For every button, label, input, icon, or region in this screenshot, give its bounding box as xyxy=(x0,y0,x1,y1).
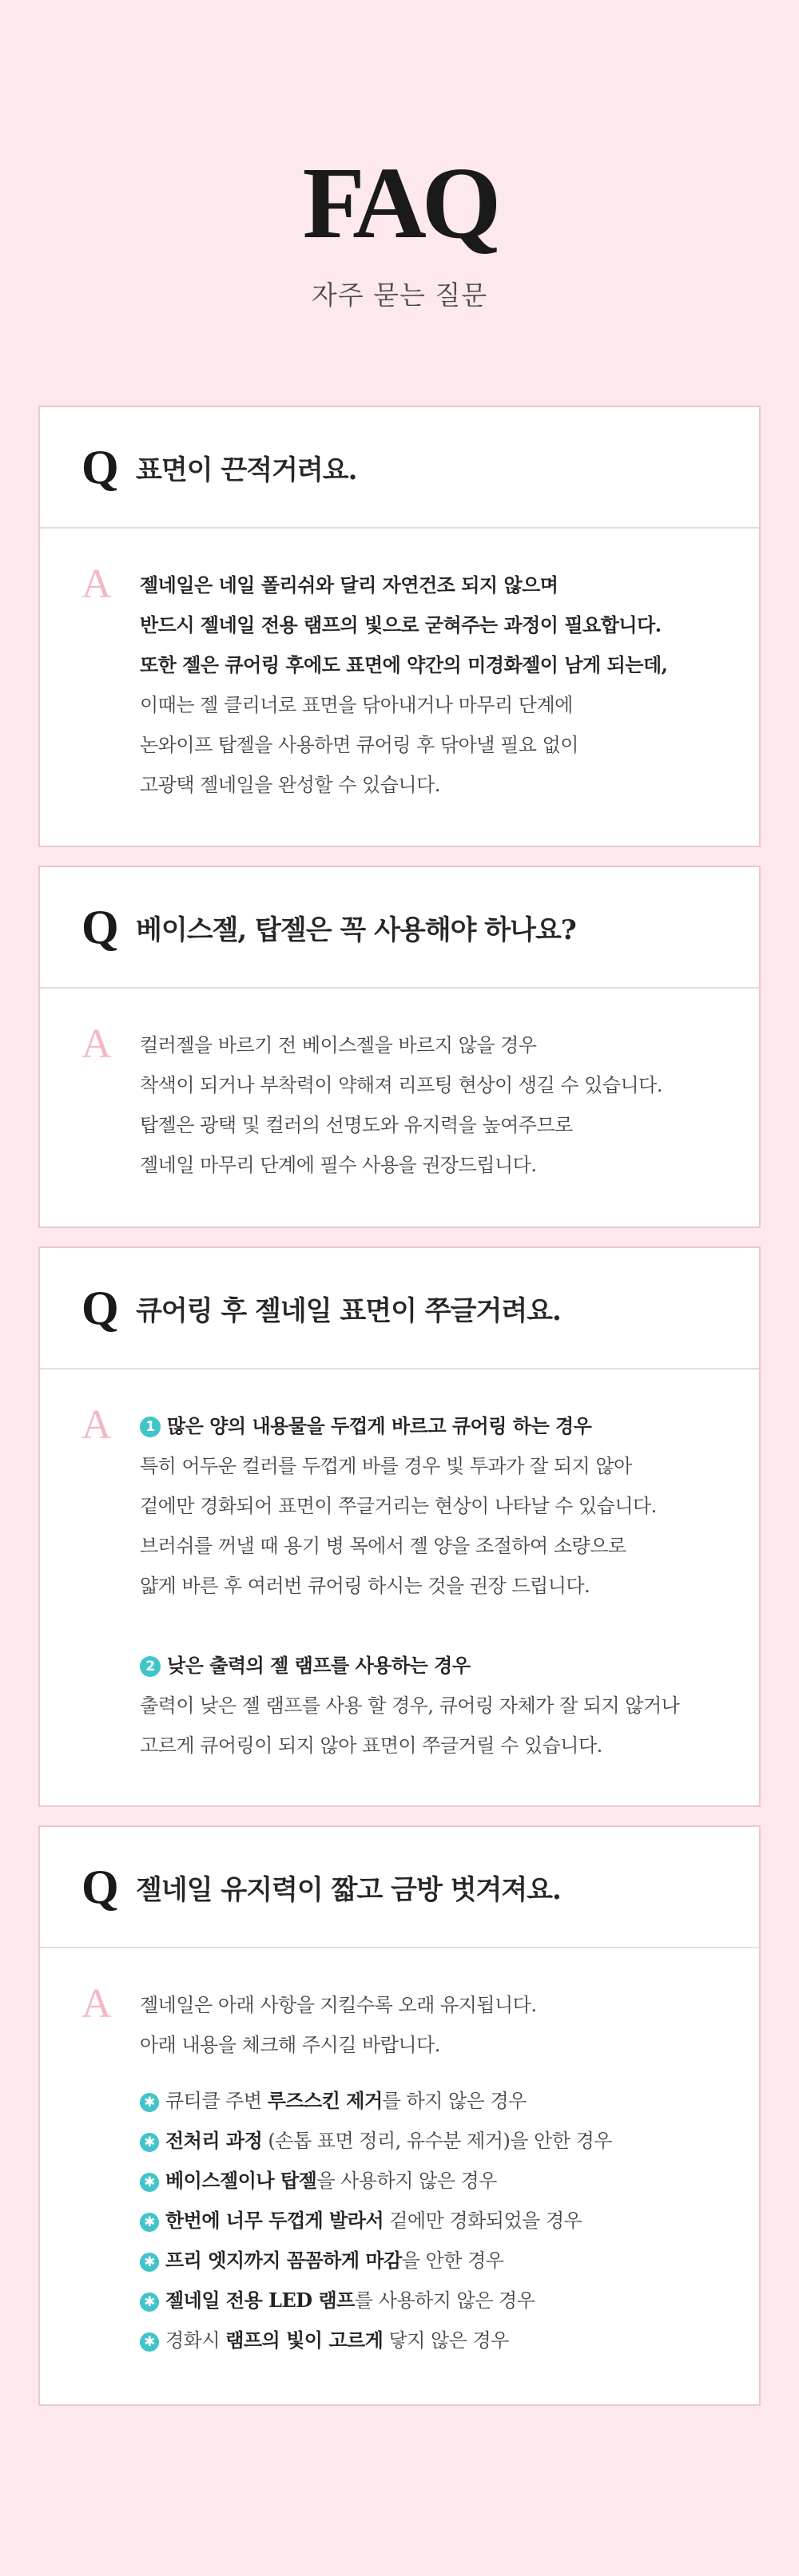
faq-question: 큐어링 후 젤네일 표면이 쭈글거려요. xyxy=(136,1294,561,1327)
answer-line: 출력이 낮은 젤 램프를 사용 할 경우, 큐어링 자체가 잘 되지 않거나 xyxy=(140,1694,680,1717)
faq-question: 베이스젤, 탑젤은 꼭 사용해야 하나요? xyxy=(136,913,576,946)
checklist-item: ✱ 큐티클 주변 루즈스킨 제거를 하지 않은 경우 xyxy=(140,2081,727,2121)
asterisk-icon: ✱ xyxy=(140,2093,159,2112)
q-mark: Q xyxy=(81,441,119,493)
faq-question-row xyxy=(40,407,759,529)
page-title: FAQ xyxy=(302,146,497,260)
asterisk-icon: ✱ xyxy=(140,2173,159,2192)
answer-line: 착색이 되거나 부착력이 약해져 리프팅 현상이 생길 수 있습니다. xyxy=(140,1074,662,1096)
answer-line: 컬러젤을 바르기 전 베이스젤을 바르지 않을 경우 xyxy=(140,1034,537,1056)
page-subtitle: 자주 묻는 질문 xyxy=(311,279,488,311)
faq-question-row xyxy=(40,1827,759,1948)
a-mark: A xyxy=(81,1981,112,2027)
q-mark: Q xyxy=(81,1282,119,1334)
section-gap xyxy=(140,1606,727,1646)
answer-line: 젤네일은 네일 폴리쉬와 달리 자연건조 되지 않으며 xyxy=(140,573,559,596)
faq-card-3 xyxy=(38,1246,761,1807)
faq-card-4 xyxy=(38,1825,761,2406)
answer-line: 얇게 바른 후 여러번 큐어링 하시는 것을 권장 드립니다. xyxy=(140,1575,590,1597)
answer-line: 특히 어두운 컬러를 두껍게 바를 경우 빛 투과가 잘 되지 않아 xyxy=(140,1455,632,1477)
q-mark: Q xyxy=(81,901,119,953)
subheading-text: 많은 양의 내용물을 두껍게 바르고 큐어링 하는 경우 xyxy=(167,1414,592,1437)
checklist-item: ✱ 경화시 램프의 빛이 고르게 닿지 않은 경우 xyxy=(140,2320,727,2360)
a-mark: A xyxy=(81,1021,112,1067)
answer-subheading xyxy=(140,1406,727,1446)
a-mark: A xyxy=(81,561,112,607)
page-header xyxy=(0,0,799,363)
answer-line: 논와이프 탑젤을 사용하면 큐어링 후 닦아낼 필요 없이 xyxy=(140,734,578,756)
faq-answer xyxy=(40,989,759,1217)
subheading-text: 낮은 출력의 젤 램프를 사용하는 경우 xyxy=(167,1654,471,1677)
a-mark: A xyxy=(81,1402,112,1448)
asterisk-icon: ✱ xyxy=(140,2253,159,2272)
answer-line: 겉에만 경화되어 표면이 쭈글거리는 현상이 나타날 수 있습니다. xyxy=(140,1495,657,1517)
checklist-item: ✱ 한번에 너무 두껍게 발라서 겉에만 경화되었을 경우 xyxy=(140,2201,727,2241)
asterisk-icon: ✱ xyxy=(140,2133,159,2152)
number-badge-icon: 2 xyxy=(140,1656,161,1677)
answer-subheading xyxy=(140,1646,727,1686)
answer-line: 고광택 젤네일을 완성할 수 있습니다. xyxy=(140,774,440,796)
q-mark: Q xyxy=(81,1861,119,1913)
answer-line: 브러쉬를 꺼낼 때 용기 병 목에서 젤 양을 조절하여 소량으로 xyxy=(140,1535,626,1557)
faq-question: 표면이 끈적거려요. xyxy=(136,454,357,486)
asterisk-icon: ✱ xyxy=(140,2332,159,2352)
faq-answer xyxy=(40,529,759,837)
answer-line: 젤네일은 아래 사항을 지킬수록 오래 유지됩니다. xyxy=(140,1994,537,2016)
answer-line: 이때는 젤 클리너로 표면을 닦아내거나 마무리 단계에 xyxy=(140,694,573,716)
checklist-item: ✱ 베이스젤이나 탑젤을 사용하지 않은 경우 xyxy=(140,2161,727,2201)
asterisk-icon: ✱ xyxy=(140,2293,159,2312)
answer-line: 또한 젤은 큐어링 후에도 표면에 약간의 미경화젤이 남게 되는데, xyxy=(140,653,668,676)
checklist xyxy=(140,2081,727,2360)
checklist-item: ✱ 전처리 과정 (손톱 표면 정리, 유수분 제거)을 안한 경우 xyxy=(140,2121,727,2161)
faq-question-row xyxy=(40,1248,759,1369)
faq-answer xyxy=(40,1369,759,1797)
checklist-item: ✱ 프리 엣지까지 꼼꼼하게 마감을 안한 경우 xyxy=(140,2241,727,2281)
answer-line: 반드시 젤네일 전용 램프의 빛으로 굳혀주는 과정이 필요합니다. xyxy=(140,613,662,636)
faq-card-1 xyxy=(38,406,761,847)
answer-line: 젤네일 마무리 단계에 필수 사용을 권장드립니다. xyxy=(140,1154,537,1176)
faq-answer xyxy=(40,1948,759,2392)
faq-question: 젤네일 유지력이 짧고 금방 벗겨져요. xyxy=(136,1873,561,1906)
answer-line: 고르게 큐어링이 되지 않아 표면이 쭈글거릴 수 있습니다. xyxy=(140,1734,602,1757)
asterisk-icon: ✱ xyxy=(140,2213,159,2232)
answer-line: 아래 내용을 체크해 주시길 바랍니다. xyxy=(140,2034,440,2056)
answer-line: 탑젤은 광택 및 컬러의 선명도와 유지력을 높여주므로 xyxy=(140,1114,573,1136)
checklist-item: ✱ 젤네일 전용 LED 램프를 사용하지 않은 경우 xyxy=(140,2281,727,2320)
faq-card-2 xyxy=(38,866,761,1228)
number-badge-icon: 1 xyxy=(140,1417,161,1437)
faq-question-row xyxy=(40,867,759,989)
